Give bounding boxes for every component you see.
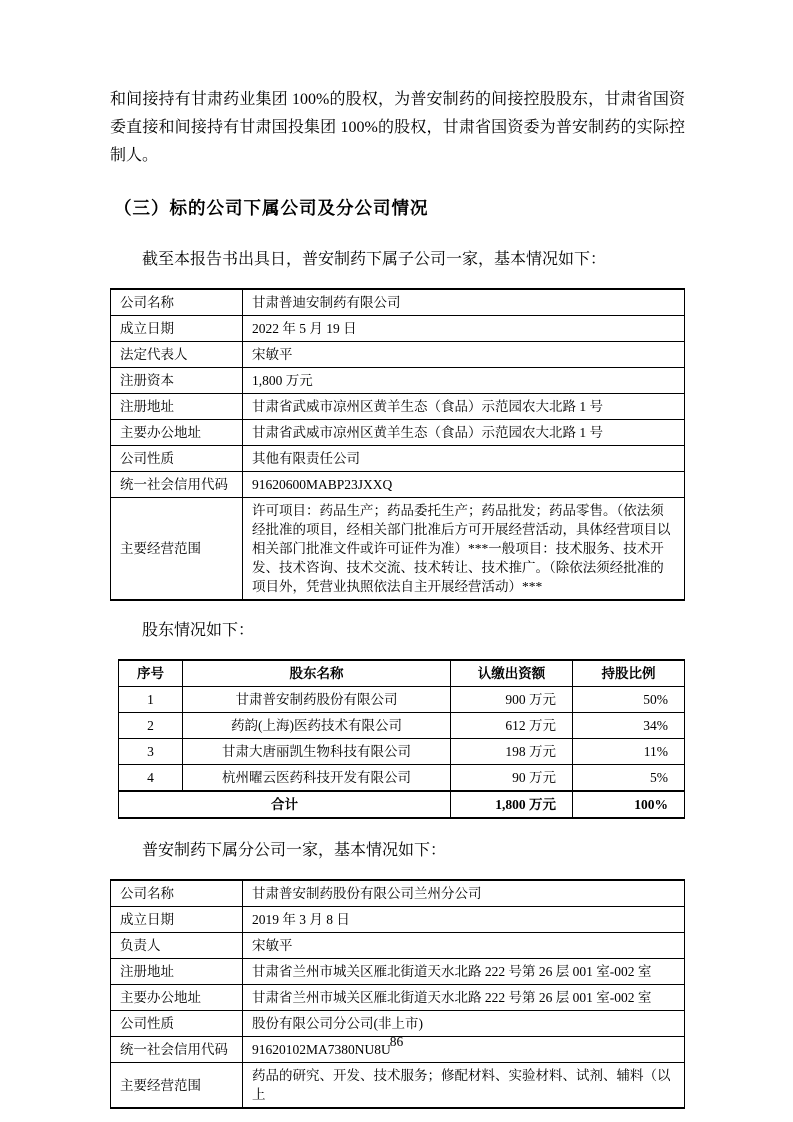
row-value: 许可项目：药品生产；药品委托生产；药品批发；药品零售。（依法须经批准的项目，经相关部门批准后方可开展经营活动，具体经营项目以相关部门批准文件或许可证件为准）***一般项目：技术服务、技术开发、技术咨询、技术交流、技术转让、技术推广。（除依法须经批准的项目外，凭营业执照依法自主开展经营活动）***: [243, 498, 685, 601]
total-ratio: 100%: [573, 791, 685, 818]
cell-no: 3: [119, 739, 183, 765]
row-label: 法定代表人: [111, 342, 243, 368]
cell-name: 甘肃大唐丽凯生物科技有限公司: [183, 739, 451, 765]
cell-ratio: 50%: [573, 687, 685, 713]
subsidiary-intro-paragraph: 截至本报告书出具日，普安制药下属子公司一家，基本情况如下：: [142, 251, 607, 268]
shareholder-intro-paragraph: 股东情况如下：: [142, 622, 255, 639]
table-row: [111, 316, 685, 342]
row-label: 成立日期: [111, 316, 243, 342]
table-row: [111, 420, 685, 446]
cell-amount: 900 万元: [451, 687, 573, 713]
cell-no: 2: [119, 713, 183, 739]
row-label: 负责人: [111, 933, 243, 959]
row-label: 注册资本: [111, 368, 243, 394]
shareholder-table: [118, 659, 685, 819]
row-value: 药品的研究、开发、技术服务；修配材料、实验材料、试剂、辅料（以上: [243, 1063, 685, 1109]
row-value: 股份有限公司分公司(非上市): [243, 1011, 685, 1037]
row-value: 宋敏平: [243, 933, 685, 959]
table-row: [111, 446, 685, 472]
table-row: [111, 342, 685, 368]
table-row: [111, 472, 685, 498]
header-name: 股东名称: [183, 660, 451, 687]
cell-name: 甘肃普安制药股份有限公司: [183, 687, 451, 713]
row-label: 成立日期: [111, 907, 243, 933]
total-label: 合计: [119, 791, 451, 818]
row-label: 注册地址: [111, 394, 243, 420]
table-row: [111, 985, 685, 1011]
table-row: [111, 368, 685, 394]
cell-ratio: 34%: [573, 713, 685, 739]
row-label: 公司名称: [111, 880, 243, 907]
table-row: [111, 394, 685, 420]
total-amount: 1,800 万元: [451, 791, 573, 818]
row-label: 主要办公地址: [111, 985, 243, 1011]
row-value: 1,800 万元: [243, 368, 685, 394]
subsidiary-info-table: [110, 288, 685, 601]
row-label: 主要办公地址: [111, 420, 243, 446]
row-label: 统一社会信用代码: [111, 472, 243, 498]
cell-no: 4: [119, 765, 183, 792]
row-value: 甘肃省兰州市城关区雁北街道天水北路 222 号第 26 层 001 室-002 室: [243, 959, 685, 985]
row-value: 91620600MABP23JXXQ: [243, 472, 685, 498]
table-row: [111, 880, 685, 907]
row-label: 主要经营范围: [111, 498, 243, 601]
row-label: 公司名称: [111, 289, 243, 316]
cell-ratio: 11%: [573, 739, 685, 765]
row-label: 主要经营范围: [111, 1063, 243, 1109]
branch-info-table: [110, 879, 685, 1109]
row-value: 2019 年 3 月 8 日: [243, 907, 685, 933]
table-row: [111, 1011, 685, 1037]
cell-amount: 90 万元: [451, 765, 573, 792]
header-ratio: 持股比例: [573, 660, 685, 687]
table-header-row: [119, 660, 685, 687]
row-label: 公司性质: [111, 1011, 243, 1037]
cell-ratio: 5%: [573, 765, 685, 792]
row-value: 甘肃省武威市凉州区黄羊生态（食品）示范园农大北路 1 号: [243, 420, 685, 446]
table-row: [111, 959, 685, 985]
row-label: 公司性质: [111, 446, 243, 472]
table-row: [119, 739, 685, 765]
row-value: 91620102MA7380NU8U: [243, 1037, 685, 1063]
cell-no: 1: [119, 687, 183, 713]
row-label: 统一社会信用代码: [111, 1037, 243, 1063]
page-number: 86: [389, 1034, 404, 1049]
table-row: [119, 713, 685, 739]
row-value: 甘肃省武威市凉州区黄羊生态（食品）示范园农大北路 1 号: [243, 394, 685, 420]
cell-name: 杭州曜云医药科技开发有限公司: [183, 765, 451, 792]
branch-intro-paragraph: 普安制药下属分公司一家，基本情况如下：: [142, 842, 447, 859]
cell-amount: 612 万元: [451, 713, 573, 739]
table-row: [111, 1063, 685, 1109]
section-heading: （三）标的公司下属公司及分公司情况: [114, 198, 429, 218]
table-row: [119, 765, 685, 792]
table-row: [111, 289, 685, 316]
header-amount: 认缴出资额: [451, 660, 573, 687]
table-row: [111, 907, 685, 933]
cell-name: 药韵(上海)医药技术有限公司: [183, 713, 451, 739]
cell-amount: 198 万元: [451, 739, 573, 765]
row-value: 其他有限责任公司: [243, 446, 685, 472]
shareholder-table-wrapper: [110, 659, 685, 819]
row-value: 甘肃省兰州市城关区雁北街道天水北路 222 号第 26 层 001 室-002 室: [243, 985, 685, 1011]
row-value: 2022 年 5 月 19 日: [243, 316, 685, 342]
row-value: 甘肃普迪安制药有限公司: [243, 289, 685, 316]
header-no: 序号: [119, 660, 183, 687]
table-row: [119, 687, 685, 713]
row-value: 甘肃普安制药股份有限公司兰州分公司: [243, 880, 685, 907]
table-total-row: [119, 791, 685, 818]
table-row: [111, 933, 685, 959]
continuation-paragraph: 和间接持有甘肃药业集团 100%的股权，为普安制药的间接控股股东，甘肃省国资委直接和间接持有甘肃国投集团 100%的股权，甘肃省国资委为普安制药的实际控制人。: [110, 91, 685, 164]
table-row: [111, 498, 685, 601]
row-value: 宋敏平: [243, 342, 685, 368]
row-label: 注册地址: [111, 959, 243, 985]
